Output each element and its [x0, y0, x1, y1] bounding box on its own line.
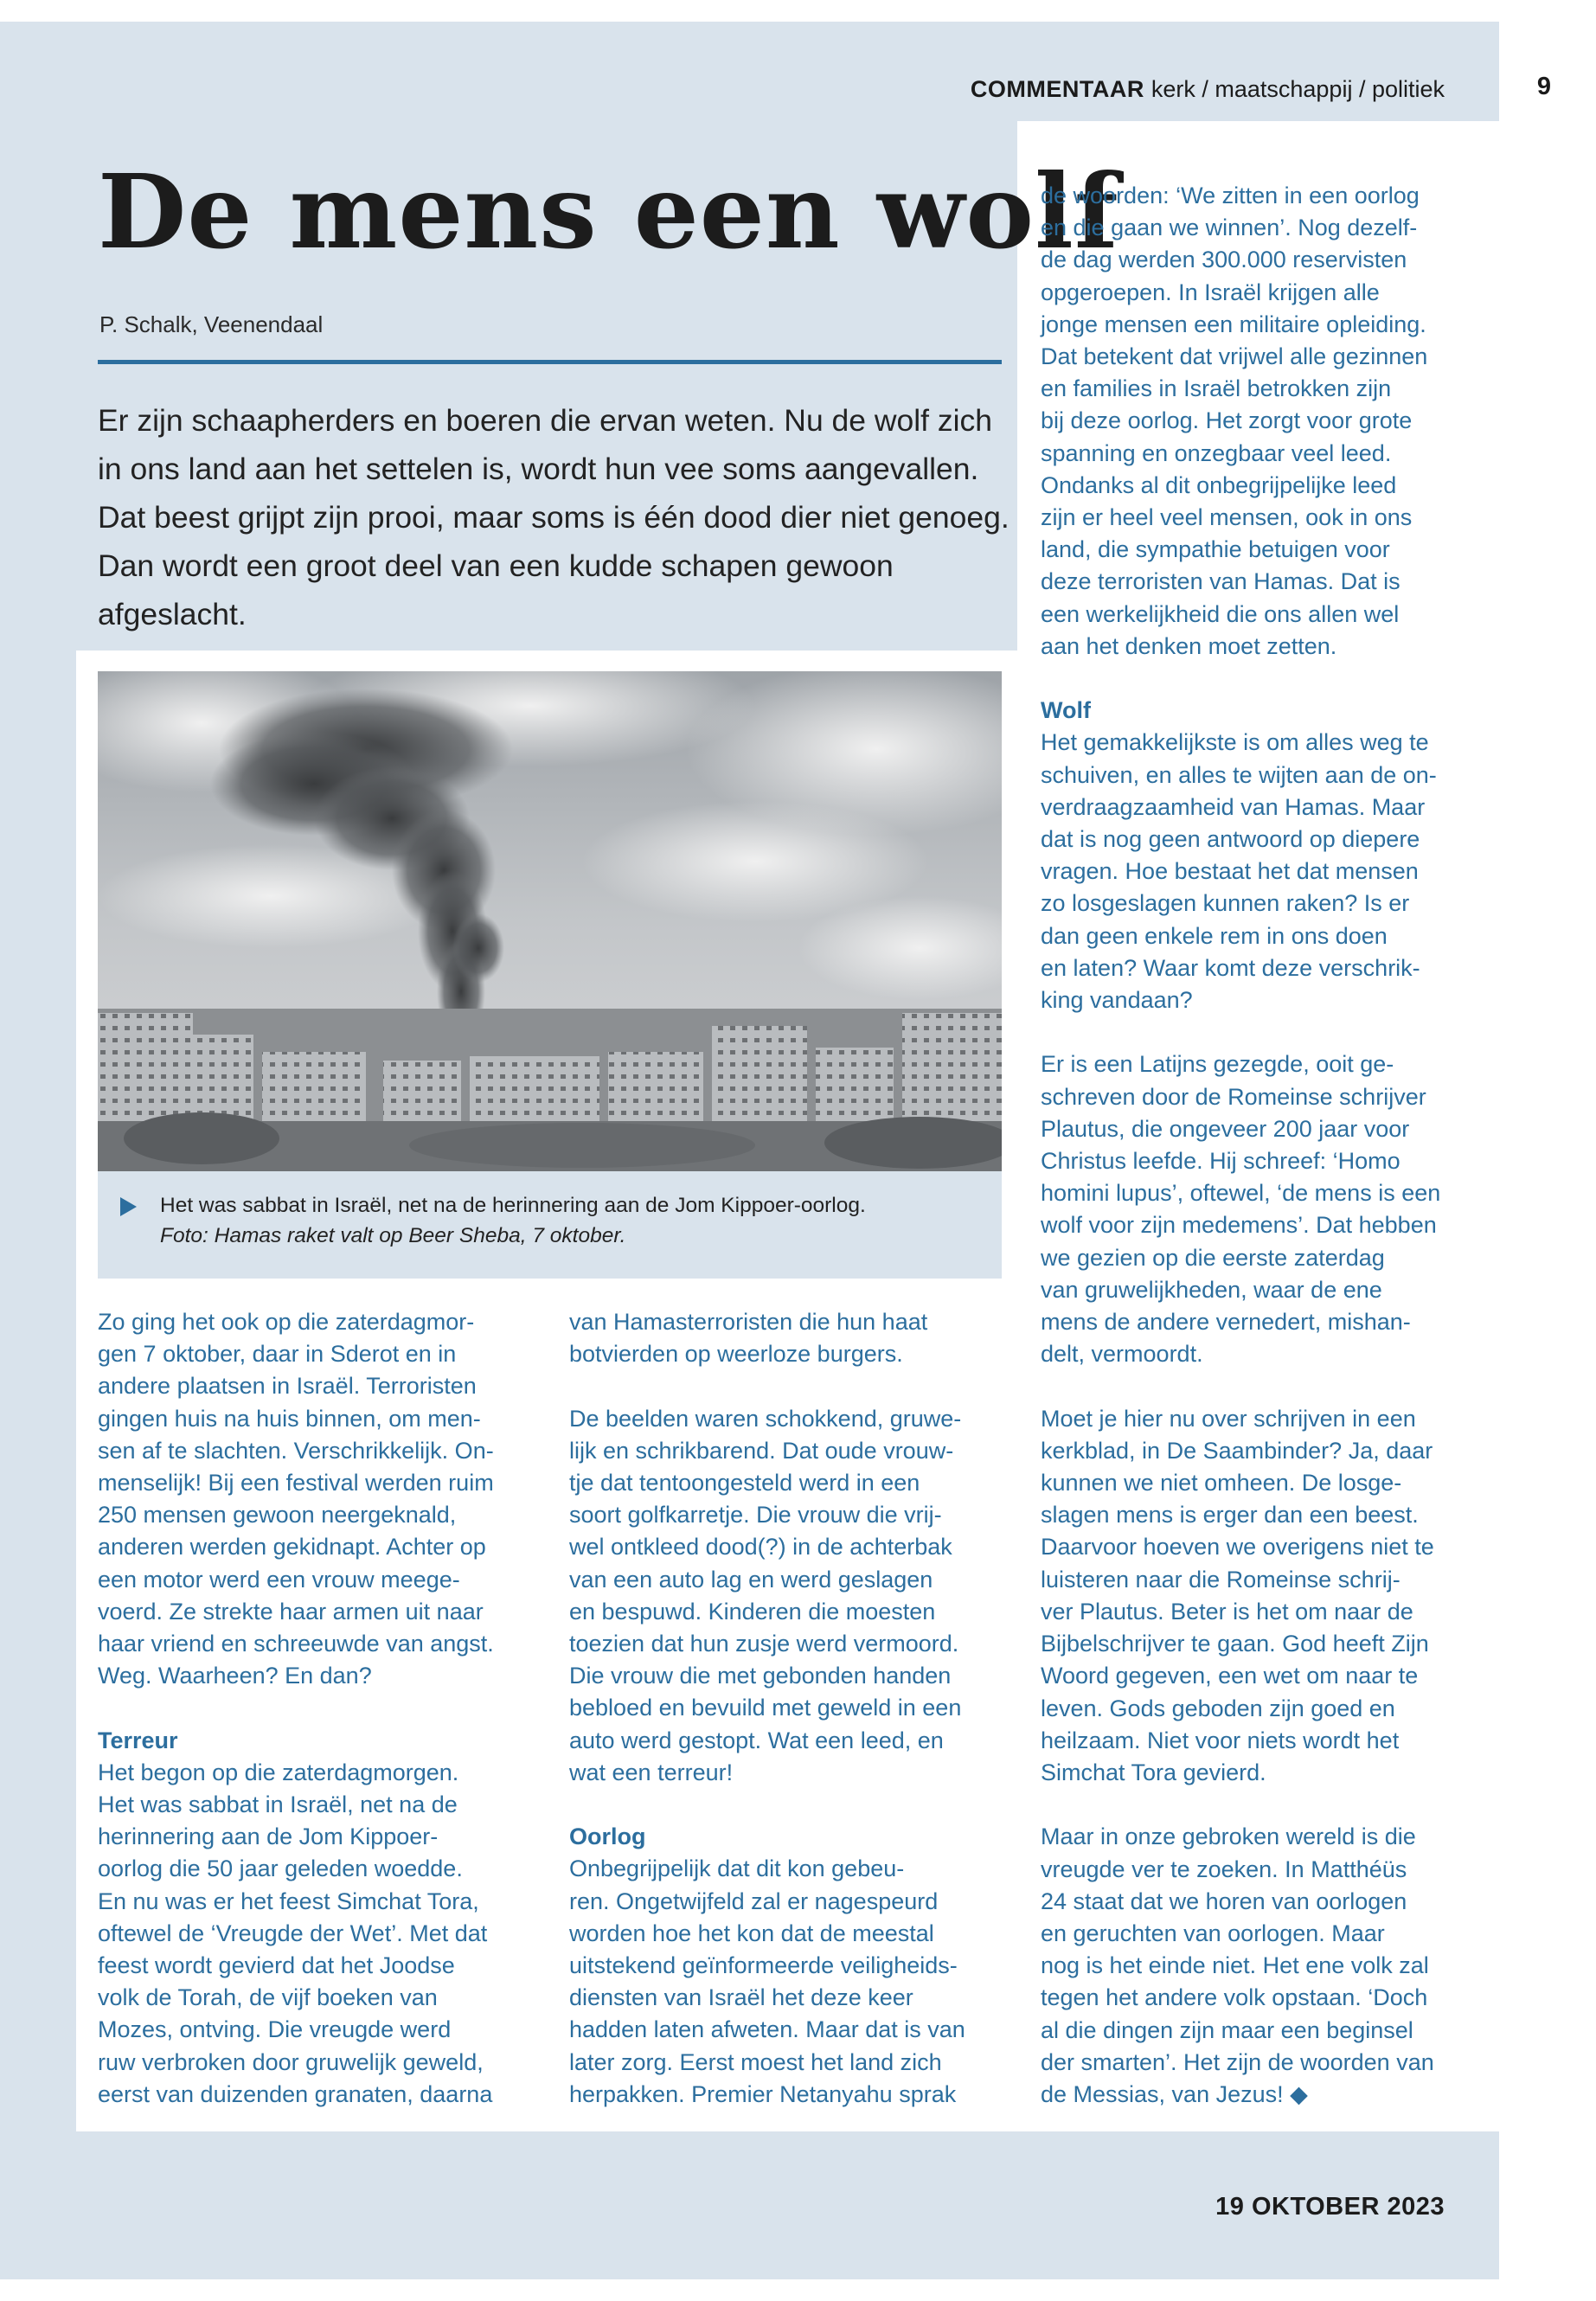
- title-divider: [98, 360, 1002, 364]
- article-photo: [98, 671, 1002, 1171]
- paragraph: De beelden waren schokkend, gruwe- lijk en schrikbarend. Dat oude vrouw- tje dat tentoongesteld werd in een soort golfkarretje. Die vrouw die vrij- wel ontkleed dood(?) in de achterbak van een auto lag en werd geslagen en bespuwd. Kinderen die moesten toezien dat hun zusje werd vermoord. Die vrouw die met gebonden handen bebloed en bevuild met geweld in een auto werd gestopt. Wat een leed, en wat een terreur!: [569, 1405, 962, 1785]
- photo-caption-box: [98, 1171, 1002, 1279]
- issue-date: 19 OKTOBER 2023: [1215, 2193, 1445, 2221]
- text-column-1: [98, 1306, 548, 2111]
- subheading-oorlog: Oorlog: [569, 1823, 646, 1850]
- article-author: P. Schalk, Veenendaal: [99, 311, 324, 337]
- photo-smoke-over-city: [98, 671, 1002, 1171]
- page-number: 9: [1536, 73, 1552, 100]
- article-lead: Er zijn schaapherders en boeren die ervan weten. Nu de wolf zich in ons land aan het settelen is, wordt hun vee soms aangevallen. Dat beest grijpt zijn prooi, maar soms is één dood dier niet genoeg. Dan wordt een groot deel van een kudde schapen gewoon afgeslacht.: [98, 403, 1010, 631]
- subheading-terreur: Terreur: [98, 1727, 178, 1753]
- photo-caption: Het was sabbat in Israël, net na de herinnering aan de Jom Kippoer-oorlog.: [160, 1194, 866, 1217]
- page-number-tab: [1499, 22, 1596, 121]
- section-header: [971, 76, 1445, 103]
- paragraph: Zo ging het ook op die zaterdagmor- gen 7 oktober, daar in Sderot en in andere plaatsen in Israël. Terroristen gingen huis na huis binnen, om men- sen af te slachten. Verschrikkelijk. On- menselijk! Bij een festival werden ruim 250 mensen gewoon neergeknald, anderen werden gekidnapt. Achter op een motor werd een vrouw meege- voerd. Ze strekte haar armen uit naar haar vriend en schreeuwde van angst. Weg. Waarheen? En dan?: [98, 1309, 494, 1689]
- paragraph: van Hamasterroristen die hun haat botvierden op weerloze burgers.: [569, 1309, 928, 1368]
- paragraph: Maar in onze gebroken wereld is die vreugde ver te zoeken. In Matthéüs 24 staat dat we horen van oorlogen en geruchten van oorlogen. Maar nog is het einde niet. Het ene volk zal tegen het andere volk opstaan. ‘Doch al die dingen zijn maar een beginsel der smarten’. Het zijn de woorden van de Messias, van Jezus! ◆: [1041, 1823, 1434, 2107]
- text-column-2: [569, 1306, 1019, 2111]
- paragraph: Er is een Latijns gezegde, ooit ge- schreven door de Romeinse schrijver Plautus, die ongeveer 200 jaar voor Christus leefde. Hij schreef: ‘Homo homini lupus’, oftewel, ‘de mens is een wolf voor zijn medemens’. Dat hebben we gezien op die eerste zaterdag van gruwelijkheden, waar de ene mens de andere vernedert, mishan- delt, vermoordt.: [1041, 1051, 1441, 1368]
- paragraph: Het gemakkelijkste is om alles weg te schuiven, en alles te wijten aan de on- verdraagzaamheid van Hamas. Maar dat is nog geen antwoord op diepere vragen. Hoe bestaat het dat mensen zo losgeslagen kunnen raken? Is er dan geen enkele rem in ons doen en laten? Waar komt deze verschrik- king vandaan?: [1041, 729, 1437, 1014]
- paragraph: Moet je hier nu over schrijven in een kerkblad, in De Saambinder? Ja, daar kunnen we niet omheen. De losge- slagen mens is erger dan een beest. Daarvoor hoeven we overigens niet te luisteren naar die Romeinse schrij- ver Plautus. Beter is het om naar de Bijbelschrijver te gaan. God heeft Zijn Woord gegeven, een wet om naar te leven. Gods geboden zijn goed en heilzaam. Niet voor niets wordt het Simchat Tora gevierd.: [1041, 1405, 1434, 1785]
- paragraph: Het begon op die zaterdagmorgen. Het was sabbat in Israël, net na de herinnering aan de Jom Kippoer- oorlog die 50 jaar geleden woedde. En nu was er het feest Simchat Tora, oftewel de ‘Vreugde der Wet’. Met dat feest wordt gevierd dat het Joodse volk de Torah, de vijf boeken van Mozes, ontving. Die vreugde werd ruw verbroken door gruwelijk geweld, eerst van duizenden granaten, daarna: [98, 1759, 493, 2107]
- photo-credit: Foto: Hamas raket valt op Beer Sheba, 7 oktober.: [160, 1224, 626, 1247]
- paragraph: de woorden: ‘We zitten in een oorlog en die gaan we winnen’. Nog dezelf- de dag werden 300.000 reservisten opgeroepen. In Israël krijgen alle jonge mensen een militaire opleiding. Dat betekent dat vrijwel alle gezinnen en families in Israël betrokken zijn bij deze oorlog. Het zorgt voor grote spanning en onzegbaar veel leed. Ondanks al dit onbegrijpelijke leed zijn er heel veel mensen, ook in ons land, die sympathie betuigen voor deze terroristen van Hamas. Dat is een werkelijkheid die ons allen wel aan het denken moet zetten.: [1041, 183, 1428, 659]
- text-column-3: [1041, 180, 1490, 2111]
- section-label: COMMENTAAR: [970, 76, 1144, 102]
- section-subtitle: kerk / maatschappij / politiek: [1151, 76, 1445, 102]
- article-title: De mens een wolf: [98, 151, 1119, 272]
- paragraph: Onbegrijpelijk dat dit kon gebeu- ren. Ongetwijfeld zal er nagespeurd worden hoe het kon dat de meestal uitstekend geïnformeerde veiligheids- diensten van Israël het deze keer hadden laten afweten. Maar dat is van later zorg. Eerst moest het land zich herpakken. Premier Netanyahu sprak: [569, 1856, 965, 2107]
- play-arrow-icon: [120, 1197, 137, 1216]
- subheading-wolf: Wolf: [1041, 697, 1091, 724]
